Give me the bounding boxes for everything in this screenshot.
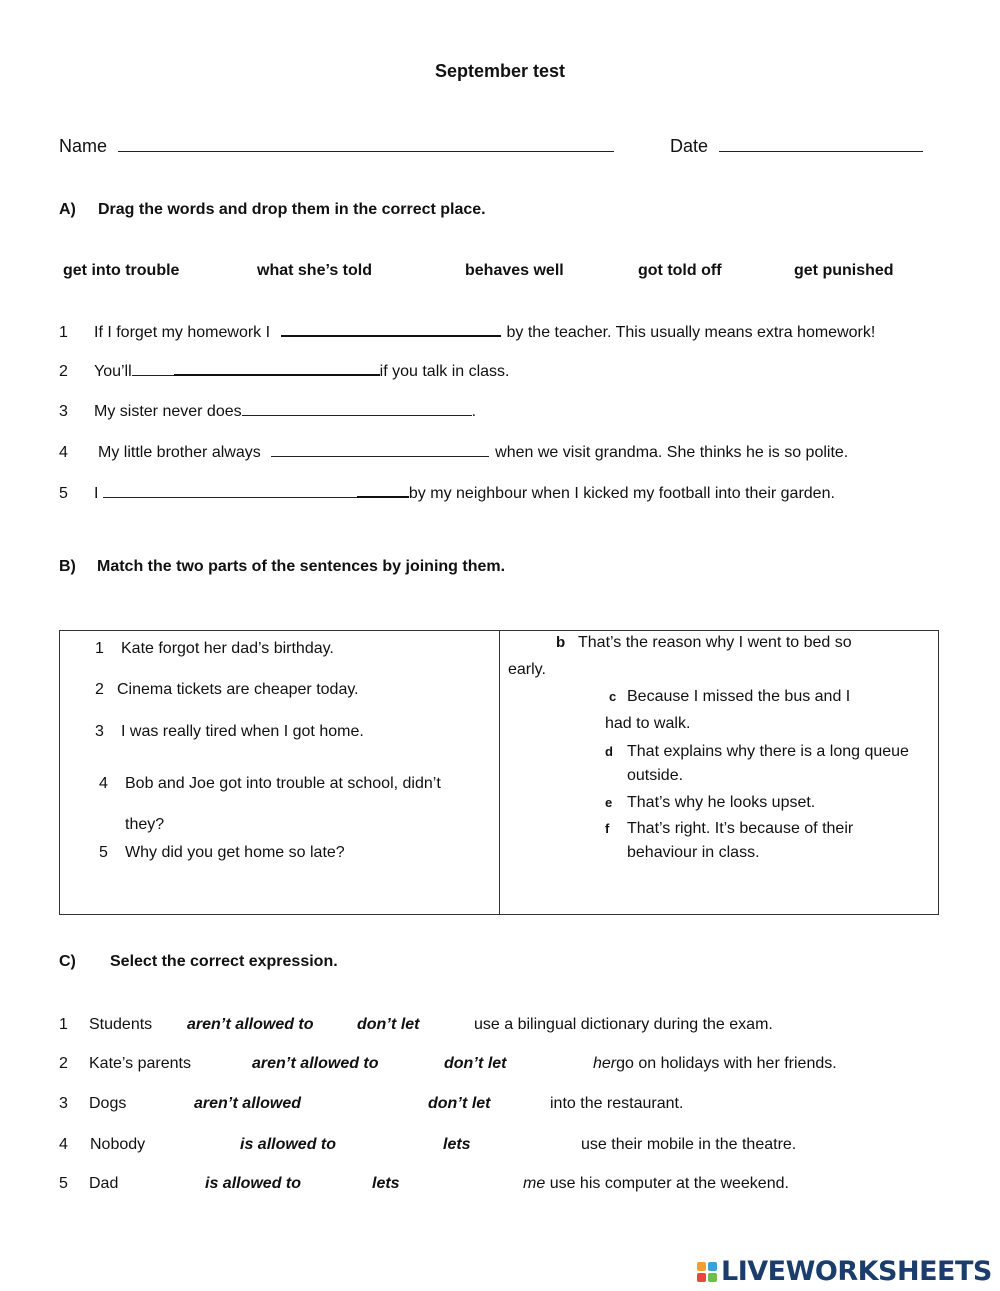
date-label: Date [670,136,709,156]
word-bank-item[interactable]: get into trouble [63,262,180,279]
item-text: That’s right. It’s because of their [627,820,854,837]
option-1-button[interactable]: is allowed to [205,1175,302,1192]
drop-zone-1[interactable] [281,319,501,337]
option-1-button[interactable]: aren’t allowed [194,1095,301,1112]
option-2-button[interactable]: lets [372,1175,400,1192]
name-field[interactable] [59,135,614,157]
match-left-item-3[interactable] [95,723,364,741]
drop-zone-5[interactable] [357,480,409,498]
item-text: Because I missed the bus and I [627,688,851,705]
item-text: That’s the reason why I went to bed so [578,634,852,651]
section-a-item-4 [59,440,848,462]
section-c-letter: C) [59,953,76,970]
match-right-item-b[interactable] [556,634,852,652]
logo-cube [697,1273,706,1282]
match-table [59,630,939,915]
object-pronoun: me [523,1175,546,1192]
section-c-item-subject: Kate’s parents [89,1055,191,1072]
word-bank-item[interactable]: behaves well [465,262,564,279]
drop-zone-4[interactable] [271,440,489,457]
item-text-after: by the teacher. This usually means extra homework! [506,324,876,341]
match-right-item-b-cont: early. [508,661,546,678]
item-text: Kate forgot her dad’s birthday. [121,640,334,657]
section-c-item-number: 5 [59,1175,68,1192]
item-letter: c [609,689,617,704]
match-left-item-1[interactable] [95,640,334,658]
item-text-before: I [94,485,99,502]
item-text-before: If I forget my homework I [94,324,271,341]
item-number: 2 [95,681,104,698]
section-c-item-subject: Nobody [90,1136,146,1153]
logo-text: LIVEWORKSHEETS [721,1256,992,1287]
section-c-item-number: 4 [59,1136,68,1153]
section-a-letter: A) [59,201,76,218]
name-label: Name [59,136,108,156]
logo-cube [708,1262,717,1271]
match-left-item-5[interactable] [99,844,345,862]
option-2-button[interactable]: lets [443,1136,471,1153]
item-number: 4 [99,775,108,792]
item-number: 2 [59,363,68,380]
word-bank-item[interactable]: what she’s told [257,262,372,279]
section-b-letter: B) [59,558,76,575]
option-2-button[interactable]: don’t let [357,1016,420,1033]
item-number: 3 [59,403,68,420]
section-c-item-subject: Students [89,1016,153,1033]
option-2-button[interactable]: don’t let [444,1055,507,1072]
item-number: 3 [95,723,104,740]
section-c-item-rest-wrap [593,1055,837,1073]
section-c-item-rest: go on holidays with her friends. [616,1055,837,1072]
word-bank-item[interactable]: got told off [638,262,722,279]
item-text: Cinema tickets are cheaper today. [117,681,359,698]
date-field[interactable] [670,135,923,157]
logo-cubes-icon [697,1262,717,1282]
liveworksheets-logo [697,1256,992,1287]
logo-cube [708,1273,717,1282]
item-text: Bob and Joe got into trouble at school, didn’t [125,775,441,792]
item-letter: b [556,634,566,651]
item-text-before: You’ll [94,363,132,380]
section-c-item-number: 2 [59,1055,68,1072]
section-a-item-3 [59,399,476,421]
section-c-item-rest: use their mobile in the theatre. [581,1136,797,1153]
object-pronoun: her [593,1055,617,1072]
item-text-continued: they? [125,816,165,833]
drop-zone-2[interactable] [174,358,380,376]
item-text-before: My sister never does [94,403,242,420]
item-letter: e [605,795,613,810]
match-right-item-d[interactable] [605,743,909,761]
section-c-item-rest: use a bilingual dictionary during the exam. [474,1016,773,1033]
item-text-before: My little brother always [98,444,261,461]
item-text-after: if you talk in class. [379,363,510,380]
item-text-after: . [471,403,477,420]
item-number: 5 [99,844,108,861]
item-number: 4 [59,444,68,461]
blank-line [103,481,357,498]
section-c-item-number: 1 [59,1016,68,1033]
match-right-item-f-cont: behaviour in class. [627,844,760,861]
section-c-item-rest-wrap [523,1175,789,1193]
section-a-item-1 [59,319,875,342]
item-number: 1 [59,324,68,341]
section-a-item-5 [59,480,835,503]
date-line[interactable] [719,135,923,152]
section-c-item-number: 3 [59,1095,68,1112]
item-number: 5 [59,485,68,502]
match-right-item-d-cont: outside. [627,767,684,784]
match-right-item-e[interactable] [605,794,815,812]
section-c-item-subject: Dad [89,1175,119,1192]
match-right-item-f[interactable] [605,820,853,838]
option-2-button[interactable]: don’t let [428,1095,491,1112]
item-letter: f [605,821,610,836]
item-text-after: by my neighbour when I kicked my football into their garden. [408,485,835,502]
item-text: That explains why there is a long queue [627,743,909,760]
section-b-instruction: Match the two parts of the sentences by joining them. [97,558,506,575]
word-bank-item[interactable]: get punished [794,262,894,279]
match-left-item-2[interactable] [95,681,359,699]
section-c-item-rest: into the restaurant. [550,1095,684,1112]
match-right-item-c[interactable] [609,688,850,706]
drop-zone-3[interactable] [242,399,472,416]
section-c-instruction: Select the correct expression. [110,953,338,970]
option-1-button[interactable]: is allowed to [240,1136,337,1153]
option-1-button[interactable]: aren’t allowed to [252,1055,379,1072]
logo-cube [697,1262,706,1271]
item-text: That’s why he looks upset. [627,794,816,811]
item-text: Why did you get home so late? [125,844,345,861]
option-1-button[interactable]: aren’t allowed to [187,1016,314,1033]
section-c-item-subject: Dogs [89,1095,127,1112]
section-a-instruction: Drag the words and drop them in the correct place. [98,201,486,218]
table-divider [499,631,500,914]
match-right-item-c-cont: had to walk. [605,715,691,732]
page-title: September test [434,61,566,81]
name-line[interactable] [118,135,614,152]
item-letter: d [605,744,613,759]
blank-line [132,359,174,376]
item-text: I was really tired when I got home. [121,723,364,740]
section-a-item-2 [59,358,510,381]
match-left-item-4[interactable] [99,763,441,845]
section-c-item-rest: use his computer at the weekend. [549,1175,789,1192]
item-text-after: when we visit grandma. She thinks he is so polite. [495,444,849,461]
item-number: 1 [95,640,104,657]
